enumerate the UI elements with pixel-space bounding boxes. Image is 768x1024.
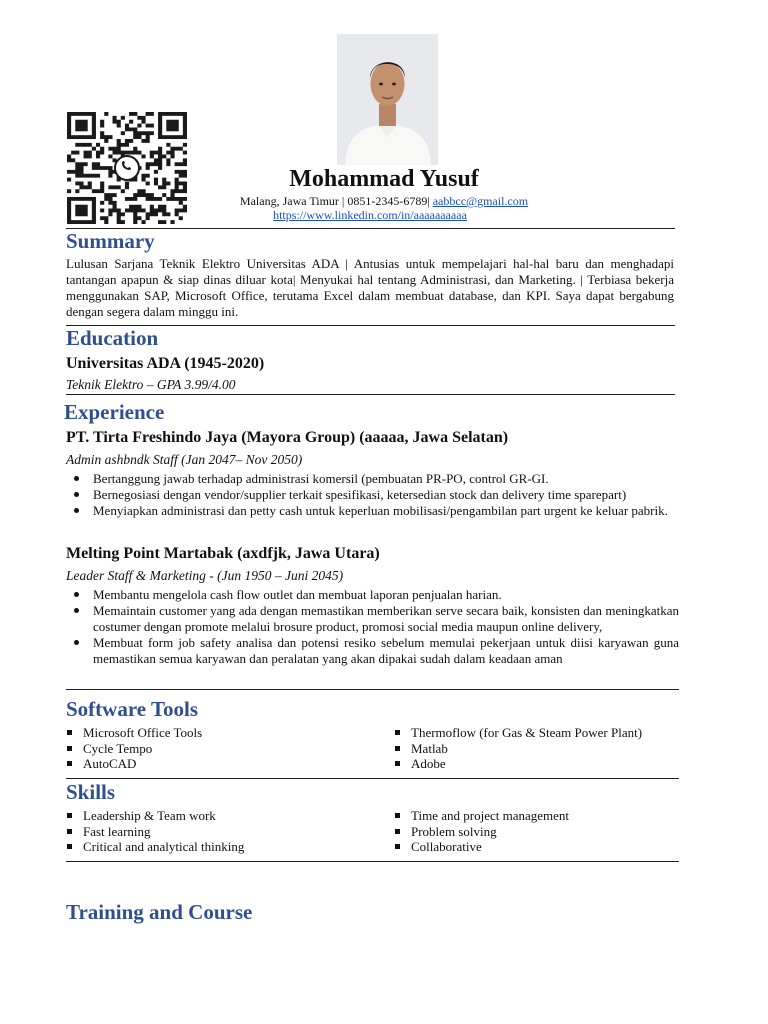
education-heading: Education bbox=[66, 326, 159, 350]
profile-photo bbox=[337, 34, 438, 165]
list-item: Adobe bbox=[394, 756, 694, 772]
divider bbox=[66, 689, 679, 690]
list-item: Collaborative bbox=[394, 839, 694, 855]
list-item: Thermoflow (for Gas & Steam Power Plant) bbox=[394, 725, 694, 741]
email-link[interactable]: aabbcc@gmail.com bbox=[432, 194, 529, 208]
education-school: Universitas ADA (1945-2020) bbox=[66, 355, 265, 372]
person-portrait-icon bbox=[337, 34, 438, 165]
job-role: Admin ashbndk Staff (Jan 2047– Nov 2050) bbox=[66, 452, 303, 467]
list-item: Menyiapkan administrasi dan petty cash untuk keperluan mobilisasi/pengambilan part urgent ke keluar pabrik. bbox=[65, 503, 674, 519]
list-item: Bertanggung jawab terhadap administrasi komersil (pembuatan PR-PO, control GR-GI. bbox=[65, 471, 674, 487]
training-heading: Training and Course bbox=[66, 900, 253, 924]
job-bullets bbox=[65, 587, 679, 667]
software-list-left bbox=[66, 725, 366, 772]
list-item: Leadership & Team work bbox=[66, 808, 366, 824]
skills-heading: Skills bbox=[66, 780, 116, 804]
list-item: Time and project management bbox=[394, 808, 694, 824]
contact-text: Malang, Jawa Timur | 0851-2345-6789| bbox=[239, 194, 433, 208]
software-list-right bbox=[394, 725, 694, 772]
experience-heading: Experience bbox=[64, 400, 165, 424]
divider bbox=[66, 394, 675, 395]
divider bbox=[66, 228, 675, 229]
list-item: Membantu mengelola cash flow outlet dan membuat laporan penjualan harian. bbox=[65, 587, 679, 603]
summary-heading: Summary bbox=[66, 229, 155, 253]
linkedin-row bbox=[0, 208, 740, 223]
list-item: Membuat form job safety analisa dan potensi resiko sebelum memulai pekerjaan untuk diisi karyawan guna memastikan semua karyawan dan peralatan yang akan dipakai sudah dalam keadaan aman bbox=[65, 635, 679, 667]
divider bbox=[66, 778, 679, 779]
job-company: PT. Tirta Freshindo Jaya (Mayora Group) (aaaaa, Jawa Selatan) bbox=[66, 429, 509, 446]
list-item: Critical and analytical thinking bbox=[66, 839, 366, 855]
linkedin-link[interactable]: https://www.linkedin.com/in/aaaaaaaaaa bbox=[273, 208, 467, 222]
list-item: Problem solving bbox=[394, 824, 694, 840]
job-role: Leader Staff & Marketing - (Jun 1950 – Juni 2045) bbox=[66, 568, 344, 583]
skills-list-right bbox=[394, 808, 694, 855]
job-bullets bbox=[65, 471, 674, 519]
skills-list-left bbox=[66, 808, 366, 855]
divider bbox=[66, 861, 679, 862]
list-item: Fast learning bbox=[66, 824, 366, 840]
candidate-name: Mohammad Yusuf bbox=[289, 166, 479, 192]
list-item: Microsoft Office Tools bbox=[66, 725, 366, 741]
list-item: AutoCAD bbox=[66, 756, 366, 772]
qr-finder-pattern bbox=[158, 112, 187, 139]
contact-line bbox=[0, 194, 768, 209]
list-item: Bernegosiasi dengan vendor/supplier terkait spesifikasi, ketersedian stock dan delivery time sparepart) bbox=[65, 487, 674, 503]
list-item: Memaintain customer yang ada dengan memastikan memberikan serve secara baik, konsisten dan meningkatkan costumer dengan promote melalui brosure product, promosi social media maupun online delivery, bbox=[65, 603, 679, 635]
software-heading: Software Tools bbox=[66, 697, 199, 721]
summary-text: Lulusan Sarjana Teknik Elektro Universitas ADA | Antusias untuk mempelajari hal-hal baru dan menghadapi tantangan apapun & siap dinas diluar kota| Menyukai hal tentang Administrasi, dan Marketing. | Terbiasa bekerja menggunakan SAP, Microsoft Office, terutama Excel dalam membuat database, dan KPI. Saya dapat bergabung dengan segera dalam minggu ini. bbox=[66, 256, 674, 319]
qr-finder-pattern bbox=[67, 112, 96, 139]
list-item: Matlab bbox=[394, 741, 694, 757]
job-company: Melting Point Martabak (axdfjk, Jawa Utara) bbox=[66, 545, 380, 562]
list-item: Cycle Tempo bbox=[66, 741, 366, 757]
education-detail: Teknik Elektro – GPA 3.99/4.00 bbox=[66, 377, 236, 392]
